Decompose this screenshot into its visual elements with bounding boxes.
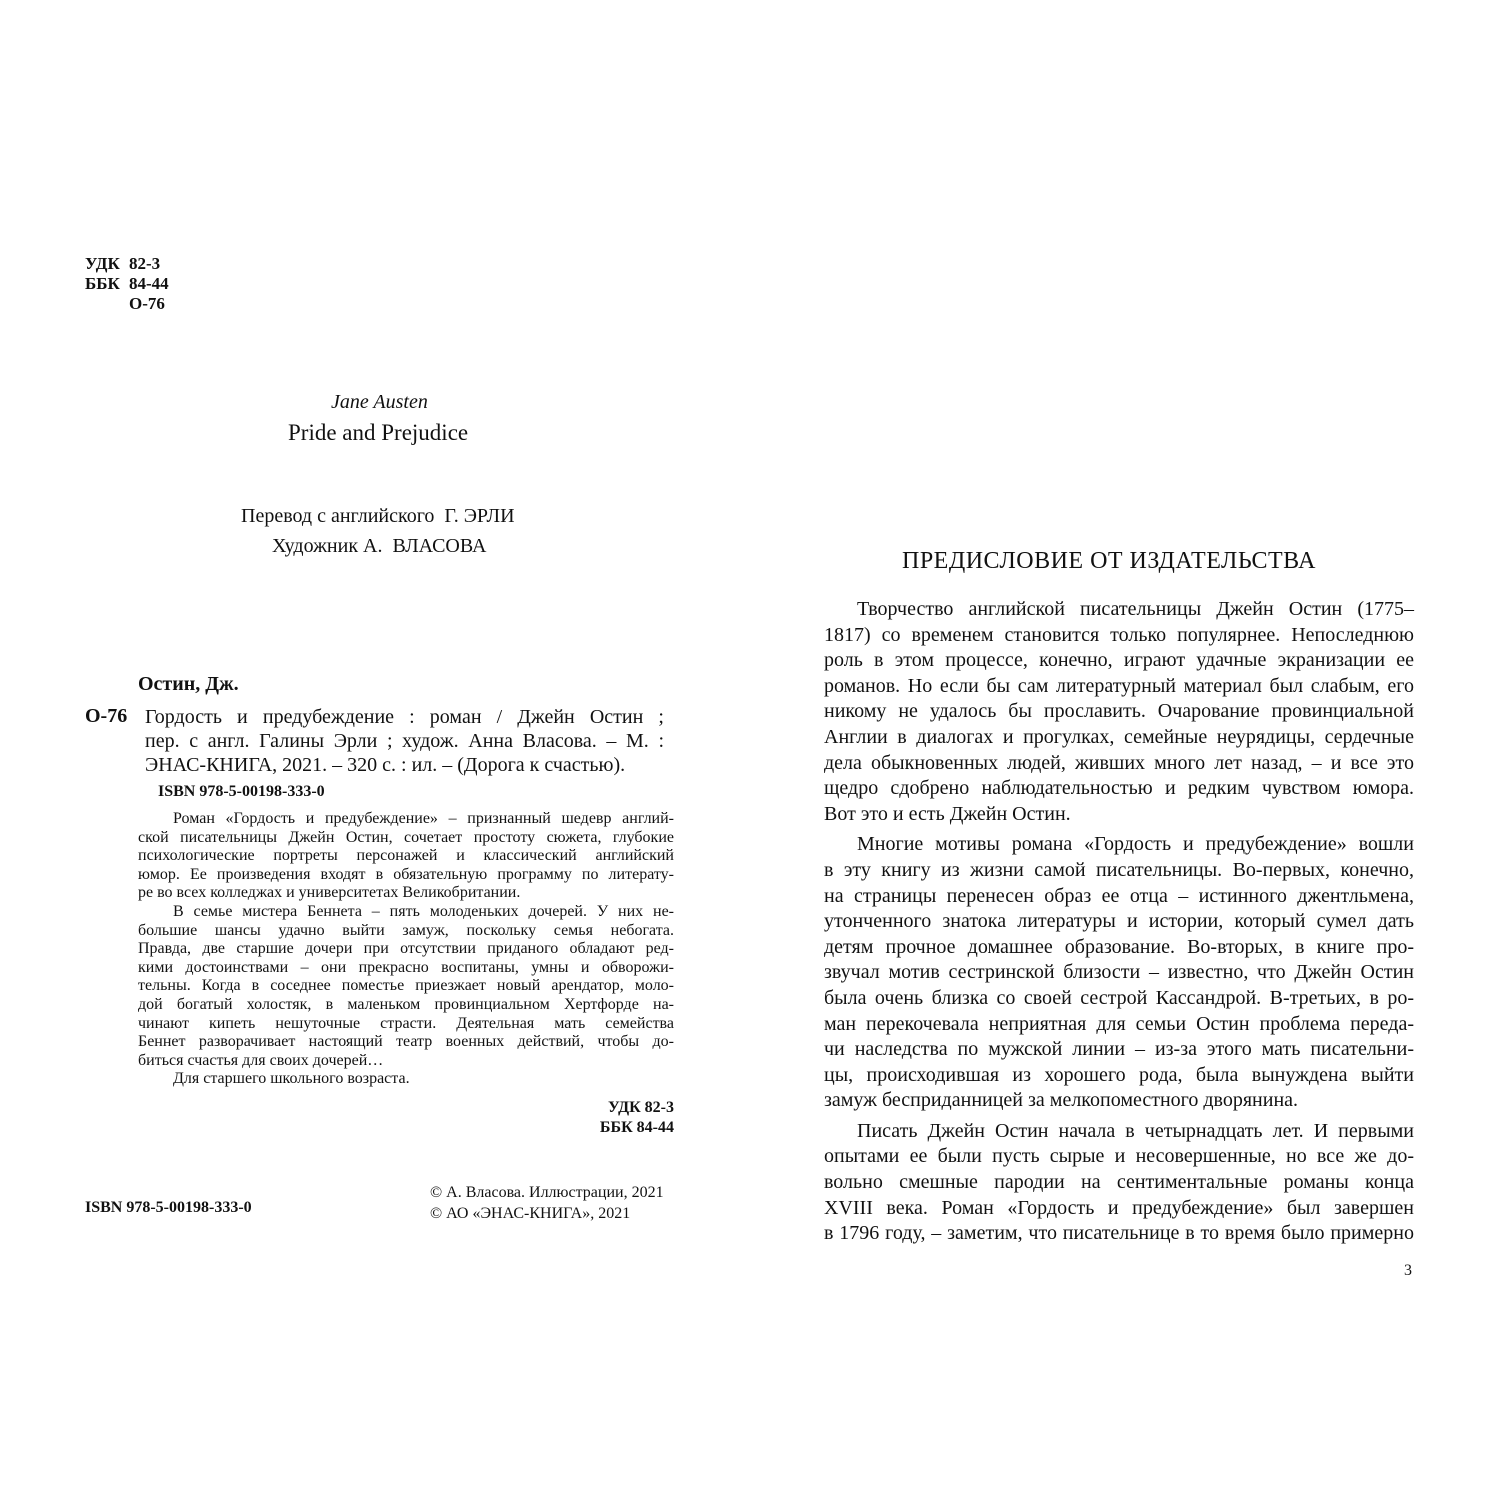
- catalog-description: [145, 705, 664, 777]
- paragraph-line: XVIII века. Роман «Гордость и предубеждение» был завершен: [824, 1196, 1414, 1219]
- bbk-label: ББК: [85, 274, 120, 293]
- preface-body: [824, 597, 1414, 1247]
- udk-label: УДК: [85, 254, 120, 273]
- annotation-line: Роман «Гордость и предубеждение» – признанный шедевр англий-: [173, 810, 674, 827]
- paragraph-line: романов. Но если бы сам литературный материал был слабым, его: [824, 674, 1414, 697]
- udk-row: [85, 254, 169, 274]
- annotation-line: юмор. Ее произведения входят в обязательную программу по литерату-: [138, 865, 674, 883]
- page-number: 3: [1404, 1262, 1412, 1279]
- copyright-block: [430, 1182, 664, 1224]
- annotation: [138, 810, 674, 1089]
- catalog-udk: УДК 82-3: [607, 1099, 674, 1116]
- bbk-value: 84-44: [129, 274, 169, 293]
- paragraph-line: ман перекочевала неприятная для семьи Остин проблема переда-: [824, 1012, 1414, 1035]
- catalog-author-mark: О-76: [85, 705, 128, 727]
- preface-heading: ПРЕДИСЛОВИЕ ОТ ИЗДАТЕЛЬСТВА: [902, 548, 1316, 574]
- paragraph-line: никому не удалось бы прославить. Очарование провинциальной: [824, 700, 1414, 723]
- preface-paragraph-3: [824, 1119, 1414, 1247]
- original-author: Jane Austen: [331, 391, 428, 413]
- annotation-line: биться счастья для своих дочерей…: [138, 1051, 384, 1069]
- author-mark-row: [85, 294, 169, 314]
- paragraph-line: Творчество английской писательницы Джейн Остин (1775–: [857, 598, 1414, 620]
- author-mark-value: О-76: [129, 294, 165, 313]
- original-title: Pride and Prejudice: [288, 420, 469, 445]
- annotation-line: большие шансы удачно выйти замуж, поскольку семья небогата.: [138, 921, 674, 939]
- catalog-author-heading: Остин, Дж.: [138, 673, 239, 695]
- catalog-description-line: ЭНАС-КНИГА, 2021. – 320 с. : ил. – (Дорога к счастью).: [145, 754, 626, 776]
- annotation-line: дой богатый холостяк, в маленьком провинциальном Хертфорде на-: [138, 995, 674, 1013]
- paragraph-line: Писать Джейн Остин начала в четырнадцать лет. И первыми: [857, 1119, 1414, 1142]
- paragraph-line: утонченного знатока литературы и истории, который сумел дать: [824, 910, 1414, 933]
- catalog-description-line: пер. с англ. Галины Эрли ; худож. Анна Власова. – М. :: [145, 730, 664, 752]
- paragraph-line: 1817) со временем становится только популярнее. Непоследнюю: [824, 623, 1414, 646]
- copyright-illustrations: © А. Власова. Иллюстрации, 2021: [430, 1184, 664, 1201]
- paragraph-line: была очень близка со своей сестрой Кассандрой. В-третьих, в ро-: [824, 986, 1414, 1009]
- bbk-row: [85, 274, 169, 294]
- paragraph-line: дела обыкновенных людей, живших много лет назад, – и все это: [824, 751, 1414, 774]
- annotation-line: Беннет разворачивает настоящий театр военных действий, чтобы до-: [138, 1033, 674, 1051]
- paragraph-line: Вот это и есть Джейн Остин.: [824, 802, 1071, 825]
- paragraph-line: в эту книгу из жизни самой писательницы. Во-первых, конечно,: [824, 858, 1414, 881]
- annotation-line: В семье мистера Беннета – пять молоденьких дочерей. У них не-: [173, 902, 674, 920]
- catalog-description-line: Гордость и предубеждение : роман / Джейн Остин ;: [145, 706, 664, 728]
- paragraph-line: опытами ее были пусть сырые и несовершенные, но все же до-: [824, 1145, 1414, 1168]
- paragraph-line: чи наследства по мужской линии – из-за этого мать писательни-: [824, 1038, 1414, 1061]
- illustrator-credit: Художник А. ВЛАСОВА: [272, 535, 487, 557]
- paragraph-line: вольно смешные пародии на сентиментальные романы конца: [824, 1171, 1414, 1194]
- paragraph-line: роль в этом процессе, конечно, играют удачные экранизации ее: [824, 649, 1414, 672]
- isbn-bottom: ISBN 978-5-00198-333-0: [85, 1199, 252, 1216]
- preface-paragraph-1: [824, 597, 1414, 827]
- catalog-bbk: ББК 84-44: [599, 1119, 674, 1136]
- paragraph-line: звучал мотив сестринской близости – известно, что Джейн Остин: [824, 961, 1414, 984]
- catalog-classification-right: [560, 1098, 674, 1138]
- paragraph-line: детям прочное домашнее образование. Во-вторых, в книге про-: [824, 935, 1414, 958]
- udk-value: 82-3: [129, 254, 161, 273]
- paragraph-line: замуж бесприданницей за мелкопоместного дворянина.: [824, 1089, 1299, 1112]
- paragraph-line: в 1796 году, – заметим, что писательнице в то время было примерно: [824, 1222, 1414, 1245]
- annotation-line: тельны. Когда в соседнее поместье приезжает новый арендатор, моло-: [138, 977, 674, 995]
- annotation-line: кими достоинствами – они прекрасно воспитаны, умны и обворожи-: [138, 958, 674, 976]
- annotation-line: ре во всех колледжах и университетах Великобритании.: [138, 884, 521, 902]
- annotation-line: ской писательницы Джейн Остин, сочетает простоту сюжета, глубокие: [138, 828, 674, 846]
- catalog-isbn: ISBN 978-5-00198-333-0: [158, 783, 325, 800]
- annotation-line: Правда, две старшие дочери при отсутствии приданого обладают ред-: [138, 940, 674, 958]
- paragraph-line: на страницы перенесен образ ее отца – истинного джентльмена,: [824, 884, 1414, 907]
- paragraph-line: Англии в диалогах и прогулках, семейные неурядицы, сердечные: [824, 725, 1414, 748]
- translation-credit: Перевод с английского Г. ЭРЛИ: [241, 505, 515, 527]
- classification-block: [85, 254, 169, 314]
- annotation-line: Для старшего школьного возраста.: [173, 1070, 410, 1088]
- annotation-line: чинают кипеть нешуточные страсти. Деятельная мать семейства: [138, 1014, 674, 1032]
- paragraph-line: щедро сдобрено наблюдательностью и редким чувством юмора.: [824, 777, 1414, 800]
- copyright-publisher: © АО «ЭНАС-КНИГА», 2021: [430, 1205, 631, 1222]
- paragraph-line: цы, происходившая из хорошего рода, была вынуждена выйти: [824, 1063, 1414, 1086]
- preface-paragraph-2: [824, 832, 1414, 1114]
- paragraph-line: Многие мотивы романа «Гордость и предубеждение» вошли: [857, 833, 1414, 856]
- annotation-line: психологические портреты персонажей и классический английский: [138, 847, 674, 865]
